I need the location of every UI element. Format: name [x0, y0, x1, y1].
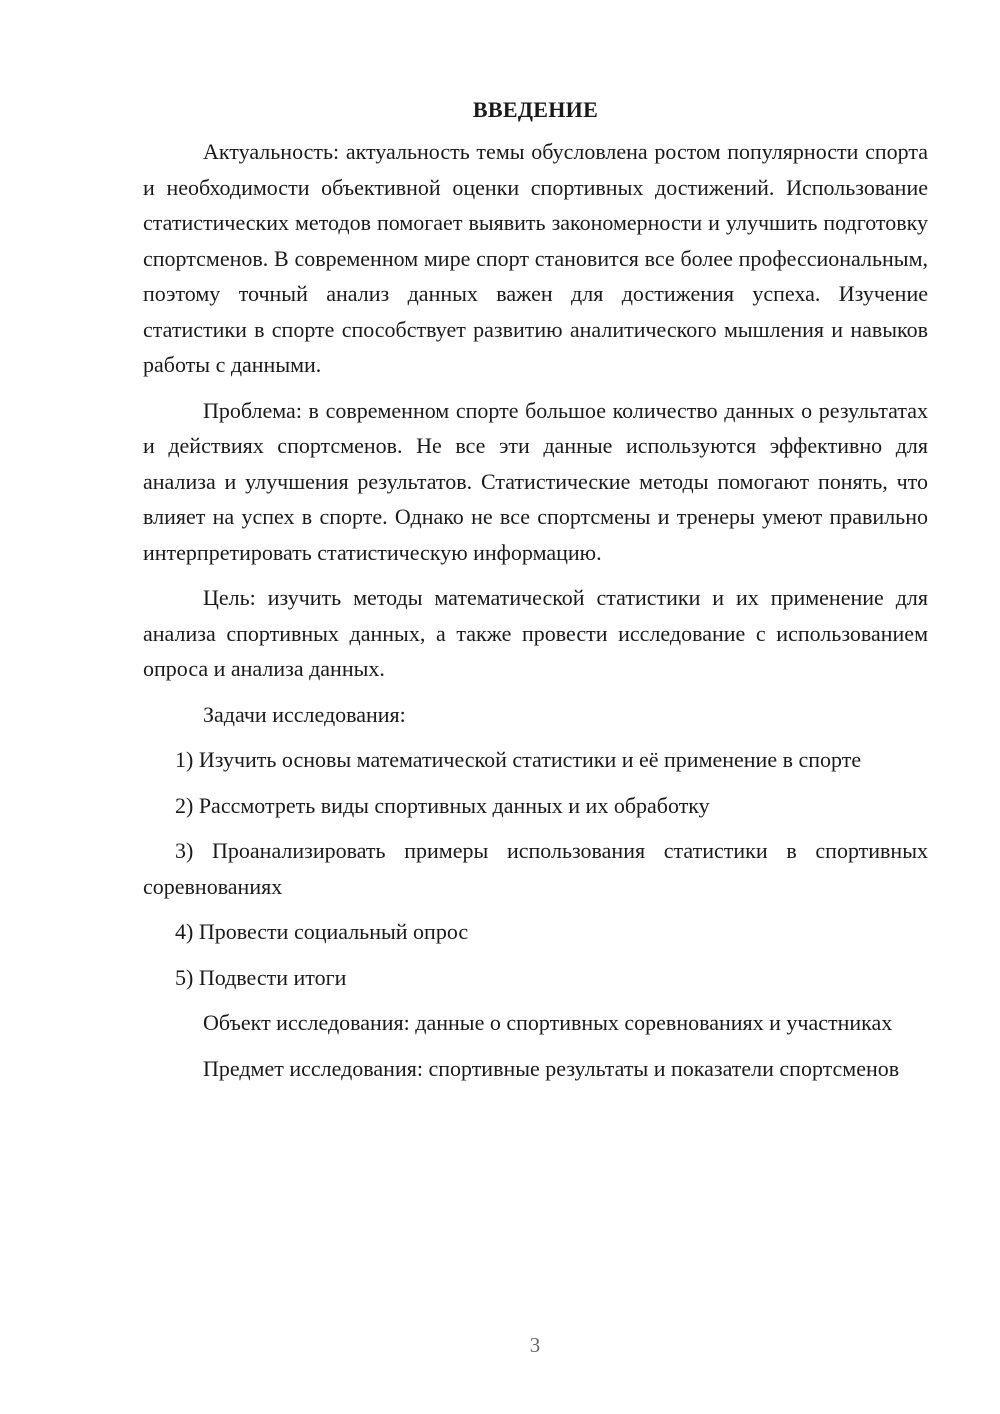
task-item: 2) Рассмотреть виды спортивных данных и их обработку: [175, 792, 710, 818]
task-item: 1) Изучить основы математической статистики и её применение в спорте: [175, 747, 862, 772]
problem-paragraph: Проблема: в современном спорте большое количество данных о результатах и действиях спортсменов. Не все эти данные используются эффективно для анализа и улучшения результатов. Статистические методы помогают понять, что влияет на успех в спорте. Однако не все спортсмены и тренеры умеют правильно интерпретировать статистическую информацию.: [143, 397, 928, 565]
tasks-heading: Задачи исследования:: [203, 701, 406, 727]
task-item: 4) Провести социальный опрос: [175, 919, 469, 944]
relevance-paragraph: Актуальность: актуальность темы обусловлена ростом популярности спорта и необходимости объективной оценки спортивных достижений. Использование статистических методов помогает выявить закономерности и улучшить подготовку спортсменов. В современном мире спорт становится все более профессиональным, поэтому точный анализ данных важен для достижения успеха. Изучение статистики в спорте способствует развитию аналитического мышления и навыков работы с данными.: [143, 139, 928, 377]
subject-paragraph: Предмет исследования: спортивные результаты и показатели спортсменов: [203, 1055, 900, 1081]
task-item: 3) Проанализировать примеры использования статистики в спортивных соревнованиях: [143, 838, 928, 899]
document-title: ВВЕДЕНИЕ: [472, 97, 599, 122]
task-item: 5) Подвести итоги: [175, 964, 347, 990]
goal-paragraph: Цель: изучить методы математической статистики и их применение для анализа спортивных данных, а также провести исследование с использованием опроса и анализа данных.: [143, 585, 928, 681]
page-number: 3: [529, 1333, 541, 1357]
object-paragraph: Объект исследования: данные о спортивных соревнованиях и участниках: [203, 1010, 893, 1035]
document-page: [143, 90, 928, 1096]
